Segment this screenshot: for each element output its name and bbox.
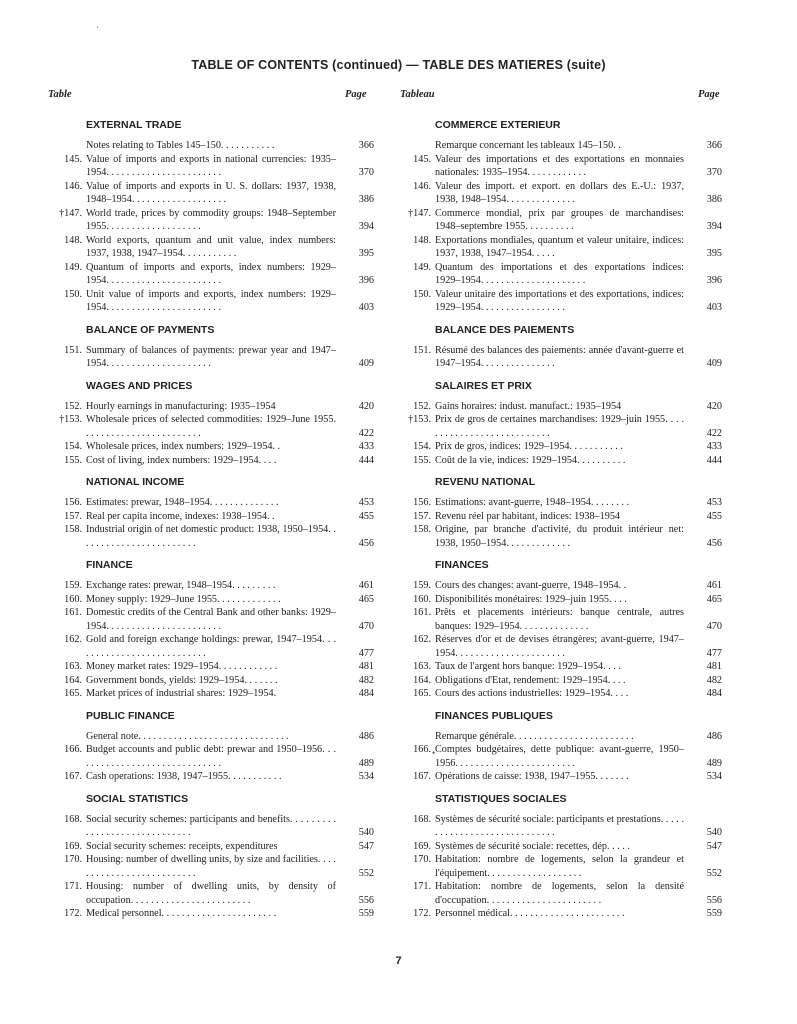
toc-entry (397, 633, 722, 660)
toc-entry (48, 139, 374, 153)
section-heading: FINANCE (86, 559, 133, 571)
entry-title: Social security schemes: participants and benefits. . . . . . . . . . . . . . . . . . . . . . . . . . . . . . (86, 813, 336, 838)
toc-entry (48, 593, 374, 607)
toc-entry (48, 523, 374, 550)
entry-title: Estimates: prewar, 1948–1954. . . . . . . . . . . . . . (86, 497, 279, 508)
entry-title: Quantum of imports and exports, index numbers: 1929–1954. . . . . . . . . . . . . . . . . . . . . . . (86, 261, 336, 286)
entry-title: World trade, prices by commodity groups: 1948–September 1955. . . . . . . . . . . . . . . . . . . (86, 207, 336, 232)
table-number: 145. (413, 153, 431, 165)
toc-section (48, 709, 374, 784)
toc-entry (397, 813, 722, 840)
page-reference: 366 (358, 140, 374, 151)
page-title: TABLE OF CONTENTS (continued) — TABLE DES MATIERES (suite) (191, 58, 606, 72)
page-reference: 470 (358, 620, 374, 632)
section-heading: SOCIAL STATISTICS (86, 792, 189, 805)
table-number: 165. (64, 688, 82, 699)
table-number: 148. (64, 234, 82, 246)
page-reference: 484 (358, 688, 374, 699)
page-reference: 422 (706, 427, 722, 439)
toc-section (48, 323, 374, 371)
toc-entry (397, 400, 722, 414)
page-reference: 370 (358, 167, 374, 178)
entry-title: Remarque générale. . . . . . . . . . . . . . . . . . . . . . . . (435, 730, 634, 742)
table-number: †147. (59, 207, 82, 219)
entry-title: Valeur des importations et des exportations en monnaies nationales: 1935–1954. . . . . . . . . . . . (435, 153, 684, 178)
toc-section (48, 558, 374, 701)
entry-title: Housing: number of dwelling units, by size and facilities. . . . . . . . . . . . . . . . . . . . . . . . . . (86, 854, 336, 879)
toc-entry (48, 454, 374, 468)
entry-title: Government bonds, yields: 1929–1954. . . . . . . (86, 674, 278, 686)
toc-entry (48, 496, 374, 510)
entry-title: Value of imports and exports in U. S. dollars: 1937, 1938, 1948–1954. . . . . . . . . . . . . . . . . . . (86, 180, 336, 205)
entry-title: Commerce mondial, prix par groupes de marchandises: 1948–septembre 1955. . . . . . . . . . (435, 207, 684, 232)
entry-title: Prix de gros de certaines marchandises: 1929–juin 1955. . . . . . . . . . . . . . . . . . . . . . . . . . . (435, 414, 684, 439)
page-reference: 409 (706, 358, 722, 369)
toc-entry (48, 730, 374, 744)
table-number: 168. (64, 813, 82, 825)
toc-entry (397, 606, 722, 633)
entry-title: Estimations: avant-guerre, 1948–1954. . . . . . . . (435, 497, 630, 508)
toc-section (397, 558, 722, 701)
toc-entry (48, 743, 374, 770)
entry-title: Revenu réel par habitant, indices: 1938–1954 (435, 510, 621, 522)
toc-entry (48, 606, 374, 633)
entry-title: Notes relating to Tables 145–150. . . . . . . . . . . (86, 140, 275, 151)
table-number: 172. (413, 908, 431, 919)
section-heading: BALANCE DES PAIEMENTS (435, 323, 575, 336)
toc-section (397, 379, 722, 468)
table-number: 152. (64, 400, 82, 412)
table-number: 151. (413, 344, 431, 356)
page-reference: 489 (706, 757, 722, 769)
page-reference: 456 (358, 537, 374, 549)
page-reference: 477 (706, 647, 722, 659)
page-reference: 395 (706, 248, 722, 259)
page-reference: 396 (706, 275, 722, 286)
toc-entry (397, 840, 722, 854)
page-reference: 409 (358, 358, 374, 369)
entry-title: Exportations mondiales, quantum et valeur unitaire, indices: 1937, 1938, 1947–1954. . . . . (435, 234, 684, 259)
section-heading: NATIONAL INCOME (86, 476, 185, 488)
toc-entry (48, 853, 374, 880)
toc-entry (397, 853, 722, 880)
table-number: 152. (413, 400, 431, 412)
toc-entry (397, 510, 722, 524)
french-contents-column (397, 118, 722, 929)
entry-title: Wholesale prices, index numbers: 1929–1954. . (86, 441, 281, 452)
entry-title: Cost of living, index numbers: 1929–1954. . . . (86, 454, 277, 466)
page-reference: 481 (358, 661, 374, 672)
table-number: 155. (64, 454, 82, 466)
entry-title: Prêts et placements intérieurs: banque centrale, autres banques: 1929–1954. . . . . . . . . . . . . . (435, 607, 684, 632)
entry-title: Réserves d'or et de devises étrangères; avant-guerre, 1947–1954. . . . . . . . . . . . . . . . . . . . . . (435, 634, 684, 659)
page-reference: 461 (706, 580, 722, 591)
page-reference: 396 (358, 275, 374, 286)
page-reference: 559 (358, 908, 374, 919)
entry-title: Gold and foreign exchange holdings: prewar, 1947–1954. . . . . . . . . . . . . . . . . . . . . . . . . . . (86, 634, 336, 659)
entry-title: Social security schemes: receipts, expenditures (86, 840, 278, 852)
toc-entry (48, 207, 374, 234)
page-reference: 470 (706, 620, 722, 632)
page-reference: 486 (706, 730, 722, 742)
table-number: 158. (64, 524, 82, 535)
table-number: 150. (413, 288, 431, 300)
page-reference: 547 (358, 840, 374, 852)
entry-title: Opérations de caisse: 1938, 1947–1955. . . . . . . (435, 771, 629, 782)
toc-entry (48, 510, 374, 524)
entry-title: Origine, par branche d'activité, du produit intérieur net: 1938, 1950–1954. . . . . . . . . . . . . (435, 524, 684, 549)
page-reference: 455 (706, 510, 722, 522)
toc-section (48, 118, 374, 315)
table-number: 160. (64, 593, 82, 605)
entry-title: Habitation: nombre de logements, selon la densité d'occupation. . . . . . . . . . . . . . . . . . . . . . . (435, 881, 684, 906)
left-page-header: Page (345, 89, 367, 100)
page-reference: 370 (706, 167, 722, 178)
page-reference: 559 (706, 908, 722, 919)
table-number: 163. (64, 661, 82, 672)
entry-title: Medical personnel. . . . . . . . . . . . . . . . . . . . . . . (86, 908, 277, 919)
page-reference: 433 (706, 441, 722, 452)
page-number: 7 (395, 955, 402, 967)
section-heading: WAGES AND PRICES (86, 379, 193, 392)
table-number: 146. (413, 180, 431, 192)
page-reference: 403 (706, 302, 722, 313)
table-number: 167. (64, 771, 82, 782)
toc-entry (48, 288, 374, 315)
right-table-header: Tableau (400, 89, 435, 100)
toc-section (397, 709, 722, 784)
table-number: 171. (64, 881, 82, 892)
toc-entry (397, 687, 722, 701)
page-reference: 403 (358, 302, 374, 313)
page-reference: 547 (706, 840, 722, 852)
toc-entry (48, 400, 374, 414)
page-reference: 420 (358, 400, 374, 412)
entry-title: Résumé des balances des paiements: année d'avant-guerre et 1947–1954. . . . . . . . . . . . . . . (435, 344, 684, 369)
table-number: 148. (413, 234, 431, 246)
table-number: 170. (64, 854, 82, 865)
toc-section (397, 792, 722, 921)
section-heading: EXTERNAL TRADE (86, 119, 182, 131)
page-reference: 465 (706, 593, 722, 605)
entry-title: Obligations d'Etat, rendement: 1929–1954. . . . (435, 674, 626, 686)
table-number: 165. (413, 688, 431, 699)
page-reference: 540 (358, 827, 374, 838)
table-number: 167. (413, 771, 431, 782)
toc-entry (397, 579, 722, 593)
toc-entry (397, 288, 722, 315)
table-number: 151. (64, 344, 82, 356)
toc-entry (48, 579, 374, 593)
entry-title: Money market rates: 1929–1954. . . . . . . . . . . . (86, 661, 278, 672)
page-reference: 444 (358, 454, 374, 466)
table-number: 156. (64, 497, 82, 508)
toc-entry (397, 153, 722, 180)
table-number: 172. (64, 908, 82, 919)
page-reference: 366 (706, 140, 722, 151)
page-reference: 489 (358, 757, 374, 769)
toc-entry (48, 840, 374, 854)
table-number: 159. (413, 580, 431, 591)
table-number: 168. (413, 813, 431, 825)
entry-title: Valeur unitaire des importations et des exportations, indices: 1929–1954. . . . . . . . . . . . . . . . . (435, 288, 684, 313)
page-reference: 534 (358, 771, 374, 782)
entry-title: Domestic credits of the Central Bank and other banks: 1929–1954. . . . . . . . . . . . . . . . . . . . . . . (86, 607, 336, 632)
toc-entry (48, 440, 374, 454)
toc-entry (48, 344, 374, 371)
toc-section (397, 118, 722, 315)
table-number: 171. (413, 881, 431, 892)
toc-entry (48, 770, 374, 784)
table-number: 166. (64, 744, 82, 755)
entry-title: Cash operations: 1938, 1947–1955. . . . . . . . . . . (86, 771, 282, 782)
page-reference: 453 (706, 497, 722, 508)
page-reference: 534 (706, 771, 722, 782)
entry-title: Cours des changes: avant-guerre, 1948–1954. . (435, 580, 627, 591)
page-reference: 481 (706, 661, 722, 672)
entry-title: Housing: number of dwelling units, by density of occupation. . . . . . . . . . . . . . . . . . . . . . . . (86, 881, 336, 906)
entry-title: Disponibilités monétaires: 1929–juin 1955. . . . (435, 593, 627, 605)
table-number: 164. (64, 674, 82, 686)
toc-entry (397, 139, 722, 153)
page-reference: 556 (706, 894, 722, 906)
entry-title: Industrial origin of net domestic product: 1938, 1950–1954. . . . . . . . . . . . . . . . . . . . . . . . (86, 524, 336, 549)
entry-title: Wholesale prices of selected commodities: 1929–June 1955. . . . . . . . . . . . . . . . . . . . . . . . (86, 414, 336, 439)
entry-title: Market prices of industrial shares: 1929–1954. (86, 688, 277, 699)
entry-title: World exports, quantum and unit value, index numbers: 1937, 1938, 1947–1954. . . . . . . . . . . (86, 234, 336, 259)
entry-title: Coût de la vie, indices: 1929–1954. . . . . . . . . . (435, 454, 626, 466)
toc-entry (397, 207, 722, 234)
toc-entry (397, 674, 722, 688)
page-reference: 394 (706, 221, 722, 232)
toc-entry (48, 687, 374, 701)
table-number: 158. (413, 524, 431, 535)
entry-title: Value of imports and exports in national currencies: 1935–1954. . . . . . . . . . . . . . . . . . . . . . . (86, 153, 336, 178)
section-heading: COMMERCE EXTERIEUR (435, 119, 561, 131)
toc-entry (397, 880, 722, 907)
toc-entry (48, 907, 374, 921)
page-reference: 482 (706, 674, 722, 686)
toc-entry (397, 593, 722, 607)
entry-title: Unit value of imports and exports, index numbers: 1929–1954. . . . . . . . . . . . . . . . . . . . . . . (86, 288, 336, 313)
table-number: 157. (64, 510, 82, 522)
page-reference: 552 (358, 867, 374, 879)
table-number: 166. (413, 744, 431, 755)
page-reference: 482 (358, 674, 374, 686)
toc-entry (48, 413, 374, 440)
entry-title: Quantum des importations et des exportations indices: 1929–1954. . . . . . . . . . . . . . . . . . . . . (435, 261, 684, 286)
toc-entry (48, 153, 374, 180)
toc-entry (397, 730, 722, 744)
section-heading: FINANCES (435, 559, 489, 571)
page-reference: 465 (358, 593, 374, 605)
table-number: 164. (413, 674, 431, 686)
section-heading: BALANCE OF PAYMENTS (86, 323, 215, 336)
table-number: 154. (413, 441, 431, 452)
toc-entry (397, 660, 722, 674)
section-heading: SALAIRES ET PRIX (435, 379, 532, 392)
table-number: 150. (64, 288, 82, 300)
toc-entry (397, 344, 722, 371)
toc-section (397, 323, 722, 371)
page-reference: 552 (706, 867, 722, 879)
toc-entry (397, 907, 722, 921)
toc-section (397, 475, 722, 550)
entry-title: General note. . . . . . . . . . . . . . . . . . . . . . . . . . . . . . (86, 730, 289, 742)
table-number: 162. (64, 634, 82, 645)
toc-entry (48, 880, 374, 907)
page-reference: 486 (358, 730, 374, 742)
page-reference: 444 (706, 454, 722, 466)
table-number: 157. (413, 510, 431, 522)
table-number: 156. (413, 497, 431, 508)
entry-title: Habitation: nombre de logements, selon la grandeur et l'équipement. . . . . . . . . . . . . . . . . . . (435, 854, 684, 879)
entry-title: Summary of balances of payments: prewar year and 1947–1954. . . . . . . . . . . . . . . . . . . . . (86, 344, 336, 369)
toc-entry (48, 660, 374, 674)
table-number: †153. (59, 414, 82, 425)
page-reference: 484 (706, 688, 722, 699)
entry-title: Exchange rates: prewar, 1948–1954. . . . . . . . . (86, 580, 276, 591)
toc-entry (397, 523, 722, 550)
table-number: 155. (413, 454, 431, 466)
entry-title: Hourly earnings in manufacturing: 1935–1954 (86, 400, 276, 412)
page-reference: 433 (358, 441, 374, 452)
toc-entry (397, 770, 722, 784)
entry-title: Personnel médical. . . . . . . . . . . . . . . . . . . . . . . (435, 908, 625, 919)
table-number: 159. (64, 580, 82, 591)
page-reference: 453 (358, 497, 374, 508)
entry-title: Systèmes de sécurité sociale: participants et prestations. . . . . . . . . . . . . . . . . . . . . . . . . . . . . (435, 813, 684, 838)
page-reference: 420 (706, 400, 722, 412)
toc-section (48, 792, 374, 921)
toc-entry (48, 813, 374, 840)
page-reference: 477 (358, 647, 374, 659)
page-reference: 386 (358, 194, 374, 205)
toc-entry (397, 454, 722, 468)
entry-title: Taux de l'argent hors banque: 1929–1954. . . . (435, 661, 621, 672)
entry-title: Money supply: 1929–June 1955. . . . . . . . . . . . . (86, 593, 281, 605)
toc-section (48, 379, 374, 468)
entry-title: Prix de gros, indices: 1929–1954. . . . . . . . . . . (435, 441, 623, 452)
toc-entry (397, 261, 722, 288)
toc-entry (48, 234, 374, 261)
english-contents-column (48, 118, 374, 929)
table-number: 162. (413, 634, 431, 645)
section-heading: PUBLIC FINANCE (86, 709, 175, 722)
table-number: 149. (413, 261, 431, 273)
table-number: 169. (413, 840, 431, 852)
page-reference: 540 (706, 827, 722, 838)
table-number: 163. (413, 661, 431, 672)
toc-entry (397, 234, 722, 261)
entry-title: Valeur des import. et export. en dollars des E.-U.: 1937, 1938, 1948–1954. . . . . . . . . . . . . . (435, 180, 684, 205)
section-heading: STATISTIQUES SOCIALES (435, 792, 567, 805)
page-reference: 556 (358, 894, 374, 906)
table-number: †153. (408, 414, 431, 425)
page-reference: 394 (358, 221, 374, 232)
entry-title: Real per capita income, indexes: 1938–1954. . (86, 510, 275, 522)
left-table-header: Table (48, 89, 72, 100)
table-number: 146. (64, 180, 82, 192)
table-number: 170. (413, 854, 431, 865)
page-reference: 456 (706, 537, 722, 549)
table-number: 161. (413, 607, 431, 618)
section-heading: REVENU NATIONAL (435, 476, 536, 488)
page-reference: 461 (358, 580, 374, 591)
right-page-header: Page (698, 89, 720, 100)
entry-title: Systèmes de sécurité sociale: recettes, dép. . . . . (435, 840, 630, 852)
entry-title: Remarque concernant les tableaux 145–150. . (435, 140, 621, 151)
toc-entry (48, 674, 374, 688)
toc-entry (48, 633, 374, 660)
page-reference: 386 (706, 194, 722, 205)
table-number: 160. (413, 593, 431, 605)
page-reference: 422 (358, 427, 374, 439)
toc-entry (48, 261, 374, 288)
entry-title: Gains horaires: indust. manufact.: 1935–1954 (435, 400, 622, 412)
table-number: 161. (64, 607, 82, 618)
toc-entry (397, 180, 722, 207)
toc-entry (397, 743, 722, 770)
toc-entry (397, 413, 722, 440)
table-number: 154. (64, 441, 82, 452)
table-number: 169. (64, 840, 82, 852)
toc-section (48, 475, 374, 550)
toc-entry (397, 440, 722, 454)
page-reference: 455 (358, 510, 374, 522)
page-reference: 395 (358, 248, 374, 259)
entry-title: Comptes budgétaires, dette publique: avant-guerre, 1950–1956. . . . . . . . . . . . . . . . . . . . . . . . (435, 744, 684, 769)
table-number: 145. (64, 153, 82, 165)
entry-title: Budget accounts and public debt: prewar and 1950–1956. . . . . . . . . . . . . . . . . . . . . . . . . . . . . . (86, 744, 336, 769)
toc-entry (397, 496, 722, 510)
table-number: 149. (64, 261, 82, 273)
section-heading: FINANCES PUBLIQUES (435, 709, 553, 722)
entry-title: Cours des actions industrielles: 1929–1954. . . . (435, 688, 629, 699)
toc-entry (48, 180, 374, 207)
table-number: †147. (408, 207, 431, 219)
